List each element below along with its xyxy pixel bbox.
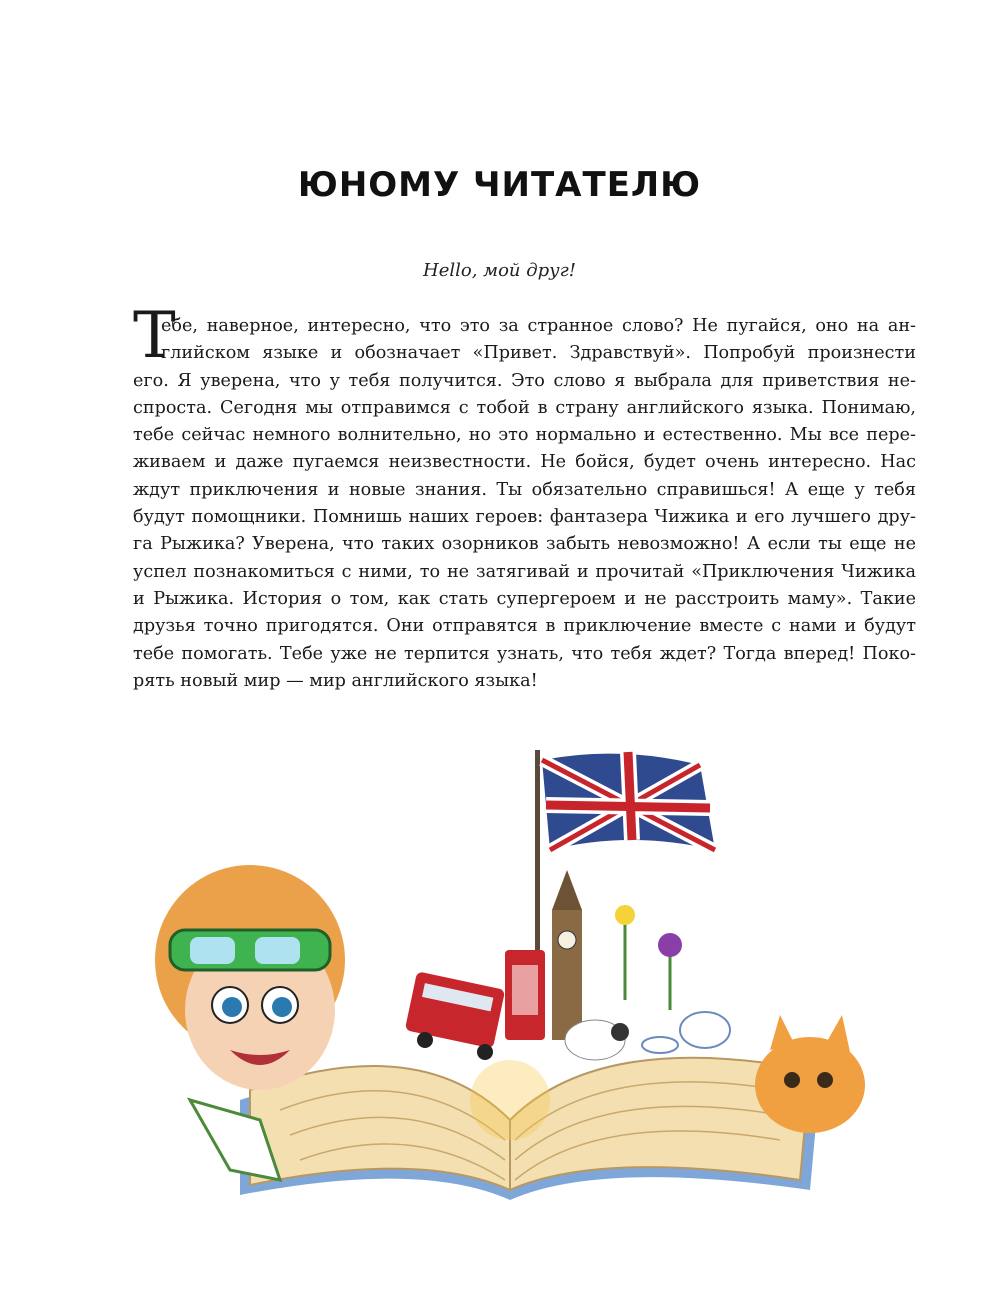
- double-decker-bus-icon: [405, 971, 506, 1060]
- body-text: [133, 299, 916, 695]
- teapot-icon: [642, 1012, 730, 1053]
- text-line: га Рыжика? Уверена, что таких озорников забыть невозможно! А если ты еще не: [133, 534, 916, 555]
- text-line: тебе помогать. Тебе уже не терпится узнать, что тебя ждет? Тогда вперед! Поко-: [133, 643, 916, 664]
- open-book-icon: [240, 1058, 820, 1200]
- greeting: Hello, мой друг!: [423, 260, 576, 281]
- text-line: тебе сейчас немного волнительно, но это нормально и естественно. Мы все пере-: [133, 425, 916, 446]
- sheep-icon: [565, 1020, 629, 1060]
- drop-cap: Т: [133, 299, 176, 373]
- text-line: ждут приключения и новые знания. Ты обязательно справишься! А еще у тебя: [133, 479, 916, 500]
- telephone-box-icon: [505, 950, 545, 1040]
- daffodil-icon: [615, 905, 635, 1000]
- illustration: [120, 740, 880, 1210]
- thistle-icon: [658, 933, 682, 1010]
- text-line: успел познакомиться с ними, то не затягивай и прочитай «Приключения Чижика: [133, 561, 916, 582]
- text-line: рять новый мир — мир английского языка!: [133, 670, 538, 691]
- orange-cat-icon: [755, 1015, 865, 1133]
- text-line: глийском языке и обозначает «Привет. Здравствуй». Попробуй произнести: [161, 343, 916, 364]
- text-line: ебе, наверное, интересно, что это за странное слово? Не пугайся, оно на ан-: [161, 316, 916, 336]
- text-line: будут помощники. Помнишь наших героев: фантазера Чижика и его лучшего дру-: [133, 507, 916, 528]
- text-line: и Рыжика. История о том, как стать супергероем и не расстроить маму». Такие: [133, 588, 916, 609]
- text-line: его. Я уверена, что у тебя получится. Это слово я выбрала для приветствия не-: [133, 370, 916, 391]
- text-line: друзья точно пригодятся. Они отправятся в приключение вместе с нами и будут: [133, 616, 916, 637]
- page-title: ЮНОМУ ЧИТАТЕЛЮ: [297, 165, 702, 205]
- text-line: живаем и даже пугаемся неизвестности. Не бойся, будет очень интересно. Нас: [133, 452, 916, 473]
- text-line: спроста. Сегодня мы отправимся с тобой в страну английского языка. Понимаю,: [133, 397, 916, 418]
- big-ben-icon: [552, 870, 582, 1040]
